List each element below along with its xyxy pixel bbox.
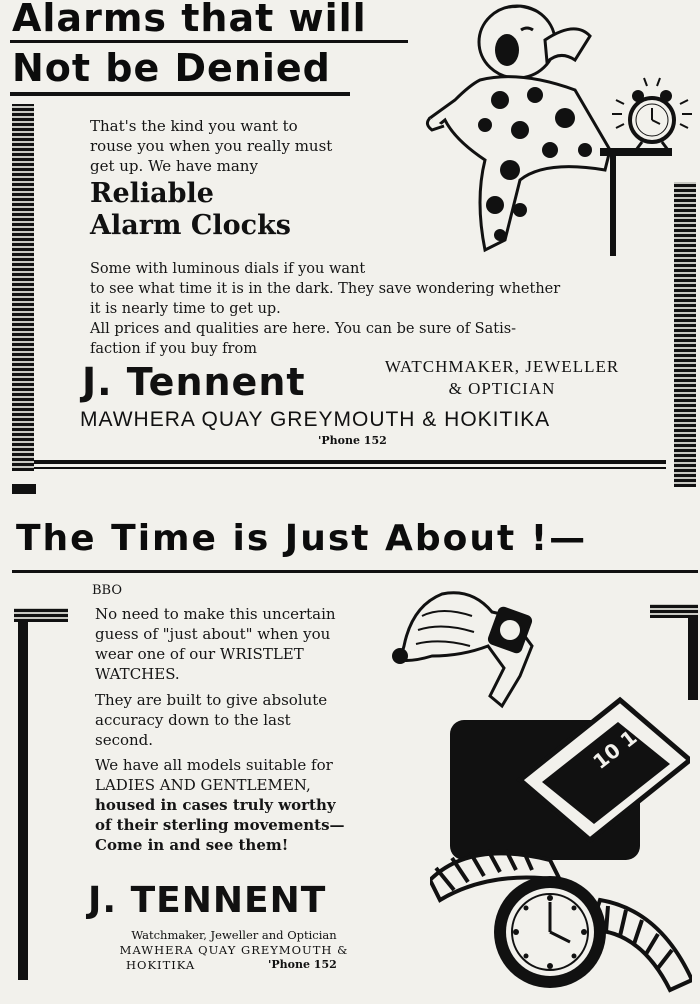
text-line: Come in and see them!	[95, 836, 289, 854]
text-line: They are built to give absolute	[95, 691, 328, 709]
box-bottom-rule-thin	[34, 467, 666, 469]
watch-phone: 'Phone 152	[268, 958, 337, 971]
right-border-vertical	[688, 618, 698, 700]
subhead-line: Alarm Clocks	[90, 210, 291, 241]
alarm-merchant-name: J. Tennent	[82, 360, 306, 404]
trade-line: WATCHMAKER, JEWELLER	[384, 357, 620, 376]
alarm-clock-illustration	[608, 70, 698, 160]
text-line: guess of "just about" when you	[95, 625, 331, 643]
text-line: to see what time it is in the dark. They save wondering whether	[90, 281, 561, 297]
trade-line: & OPTICIAN	[448, 379, 556, 398]
watch-box-illustration	[450, 690, 690, 860]
alarm-body	[90, 259, 650, 359]
section-divider	[12, 484, 36, 494]
watch-headline: The Time is Just About !—	[16, 518, 588, 559]
text-line: No need to make this uncertain	[95, 605, 336, 623]
box-bottom-rule	[34, 460, 666, 464]
wristwatch-illustration	[430, 840, 692, 1000]
trade-line: Watchmaker, Jeweller and Optician	[131, 928, 337, 942]
address-line: MAWHERA QUAY GREYMOUTH &	[119, 943, 349, 957]
watch-para1	[95, 604, 365, 684]
headline-rule	[10, 92, 350, 96]
svg-text:10 11 12: 10 11 12	[588, 695, 680, 774]
alarm-headline-line2: Not be Denied	[12, 46, 331, 90]
right-border-bar	[650, 604, 698, 618]
headline-rule	[10, 40, 408, 43]
text-line: Some with luminous dials if you want	[90, 261, 366, 277]
left-border-vertical	[18, 622, 28, 980]
left-border-bar	[14, 608, 68, 622]
text-line: it is nearly time to get up.	[90, 301, 281, 317]
alarm-headline-line1: Alarms that will	[12, 0, 367, 40]
text-line: All prices and qualities are here. You can be sure of Satis-	[90, 321, 517, 337]
text-line: of their sterling movements—	[95, 816, 345, 834]
alarm-address: MAWHERA QUAY GREYMOUTH & HOKITIKA	[80, 408, 551, 431]
text-line: That's the kind you want to	[90, 117, 298, 135]
left-border-bar	[12, 104, 34, 471]
watch-para3	[95, 755, 375, 855]
text-line: We have all models suitable for	[95, 756, 333, 774]
text-line: get up. We have many	[90, 157, 258, 175]
text-line: housed in cases truly worthy	[95, 796, 336, 814]
watch-address-line2: HOKITIKA	[126, 958, 196, 972]
text-line: rouse you when you really must	[90, 137, 333, 155]
text-line: accuracy down to the last	[95, 711, 291, 729]
text-line: WATCHES.	[95, 665, 180, 683]
alarm-phone: 'Phone 152	[318, 434, 387, 447]
text-line: wear one of our WRISTLET	[95, 645, 304, 663]
alarm-intro	[90, 116, 380, 176]
watch-para2	[95, 690, 365, 750]
text-line: second.	[95, 731, 154, 749]
alarm-trade	[362, 356, 642, 400]
alarm-subhead	[90, 178, 291, 242]
stray-text: BBO	[92, 583, 123, 598]
headline-rule	[12, 570, 698, 573]
watch-merchant-name: J. TENNENT	[88, 880, 327, 921]
text-line: LADIES AND GENTLEMEN,	[95, 776, 311, 794]
subhead-line: Reliable	[90, 178, 214, 209]
watch-footer	[84, 928, 384, 958]
text-line: faction if you buy from	[90, 341, 257, 357]
